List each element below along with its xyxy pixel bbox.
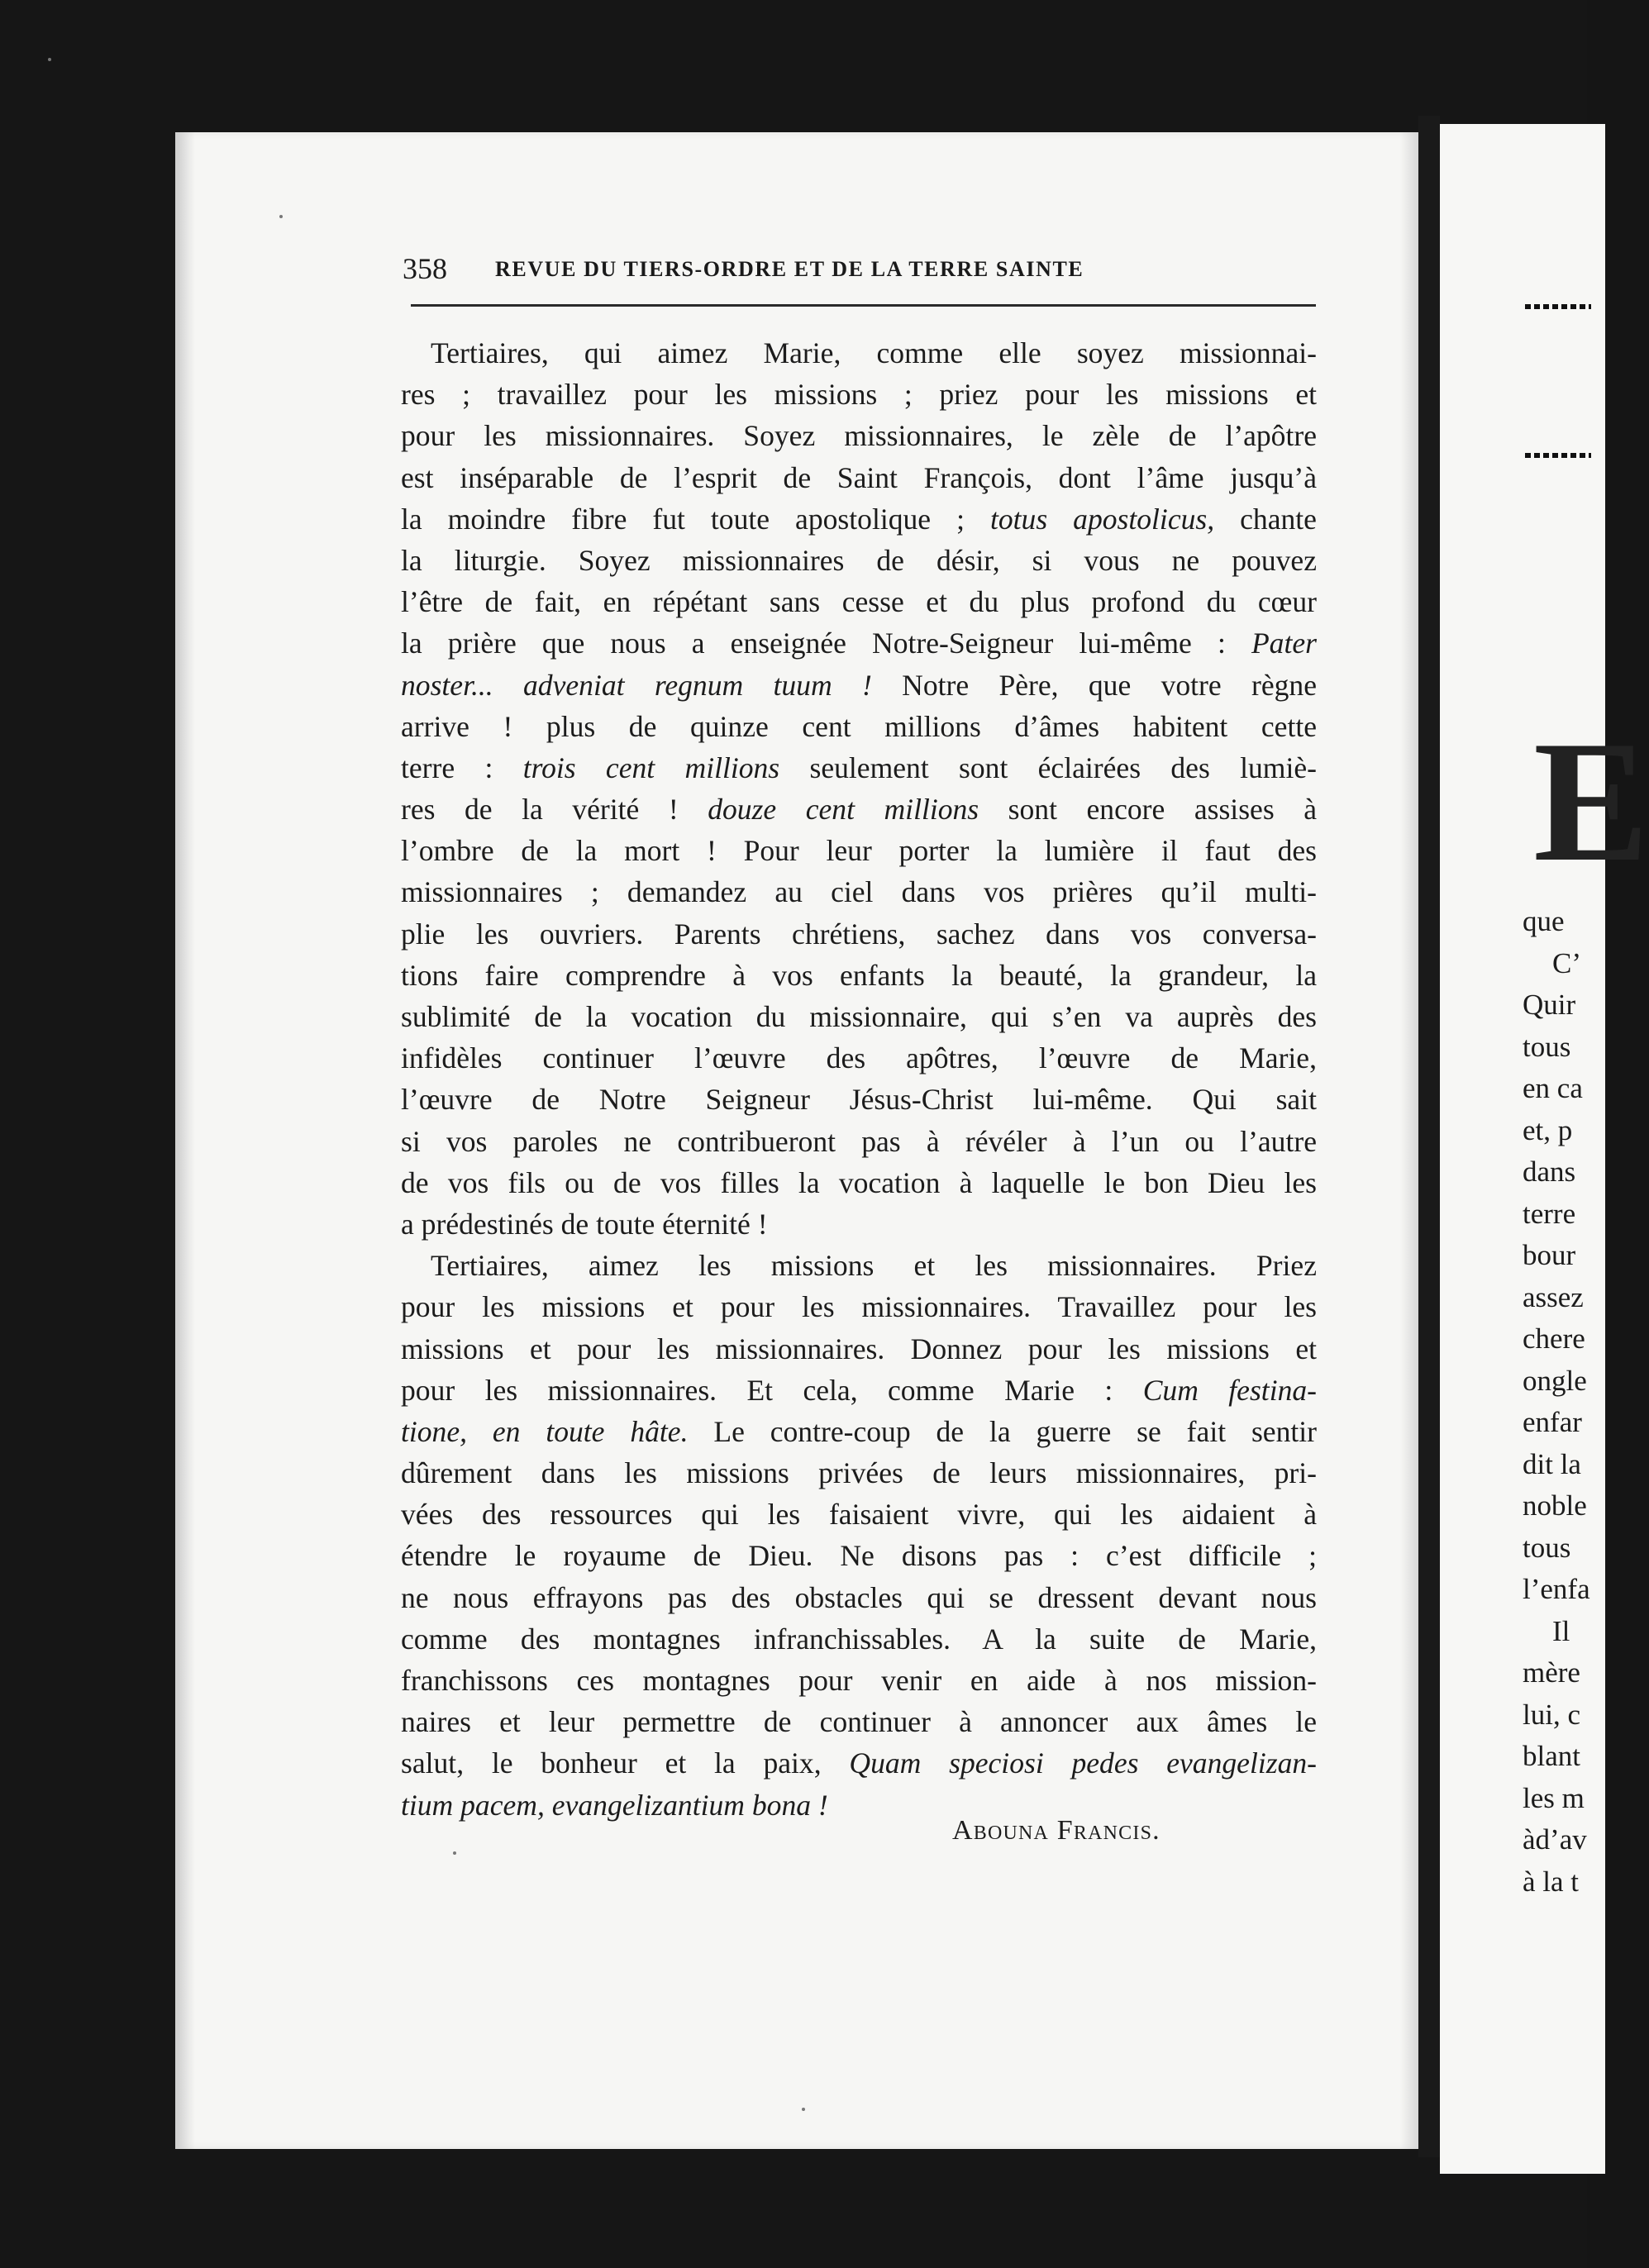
text-run: Le contre-coup de la guerre se fait sentir <box>688 1414 1317 1448</box>
text-run: la prière que nous a enseignée Notre-Seigneur lui-même : <box>401 627 1251 660</box>
text-line: l’être de fait, en répétant sans cesse et du plus profond du cœur <box>401 585 1317 619</box>
running-title: REVUE DU TIERS-ORDRE ET DE LA TERRE SAINTE <box>495 257 1084 281</box>
paragraph-2 <box>401 1245 1317 1826</box>
text-line: la liturgie. Soyez missionnaires de désir, si vous ne pouvez <box>401 543 1317 577</box>
text-line: tium pacem, evangelizantium bona ! <box>401 1788 828 1822</box>
italic-run: noster... adveniat regnum tuum ! <box>401 668 872 702</box>
text-run: seulement sont éclairées des lumiè- <box>779 750 1317 784</box>
italic-run: trois cent millions <box>522 750 780 784</box>
text-run: terre : <box>401 750 523 784</box>
text-run: chante <box>1214 502 1317 536</box>
dust-speck <box>48 58 51 61</box>
text-line: enfar <box>1523 1406 1582 1438</box>
text-line: à la t <box>1523 1865 1580 1898</box>
text-line: missionnaires ; demandez au ciel dans vos prières qu’il multi- <box>401 875 1317 909</box>
text-run: sont encore assises à <box>979 793 1317 827</box>
right-page-text <box>1523 901 1622 1903</box>
text-line: res ; travaillez pour les missions ; priez pour les missions et <box>401 378 1317 412</box>
text-line: missions et pour les missionnaires. Donnez pour les missions et <box>401 1332 1317 1365</box>
text-line: pour les missions et pour les missionnaires. Travaillez pour les <box>401 1290 1317 1324</box>
text-line: sublimité de la vocation du missionnaire, qui s’en va auprès des <box>401 1000 1317 1033</box>
ornament-rule <box>1525 453 1591 460</box>
text-line: dûrement dans les missions privées de leurs missionnaires, pri- <box>401 1456 1317 1490</box>
text-line: noble <box>1523 1489 1587 1522</box>
text-line: si vos paroles ne contribueront pas à révéler à l’un ou l’autre <box>401 1124 1317 1158</box>
page-number: 358 <box>403 252 447 285</box>
paragraph-1 <box>401 332 1317 1245</box>
text-line: pour les missionnaires. Soyez missionnaires, le zèle de l’apôtre <box>401 419 1317 453</box>
text-line: bour <box>1523 1239 1576 1271</box>
dust-speck <box>279 215 283 218</box>
text-line: et, p <box>1523 1113 1573 1146</box>
text-line: l’ombre de la mort ! Pour leur porter la lumière il faut des <box>401 834 1317 868</box>
text-line: mère <box>1523 1656 1580 1689</box>
text-line: a prédestinés de toute éternité ! <box>401 1207 768 1241</box>
italic-run: Pater <box>1251 627 1317 660</box>
text-line: C’ <box>1552 946 1581 979</box>
italic-run: totus apostolicus, <box>989 502 1215 536</box>
text-line <box>401 1370 1317 1411</box>
text-line: ne nous effrayons pas des obstacles qui se dressent devant nous <box>401 1580 1317 1614</box>
header-rule <box>411 304 1316 307</box>
text-line: vées des ressources qui les faisaient vivre, qui les aidaient à <box>401 1498 1317 1532</box>
text-line: naires et leur permettre de continuer à annoncer aux âmes le <box>401 1705 1317 1739</box>
text-line: plie les ouvriers. Parents chrétiens, sachez dans vos conversa- <box>401 917 1317 951</box>
text-line: blant <box>1523 1740 1580 1772</box>
running-head <box>403 252 1328 285</box>
text-line: terre <box>1523 1197 1576 1230</box>
text-line: en ca <box>1523 1072 1583 1104</box>
text-line: tous <box>1523 1030 1571 1063</box>
text-line: l’œuvre de Notre Seigneur Jésus-Christ lui-même. Qui sait <box>401 1083 1317 1117</box>
text-line <box>401 747 1317 789</box>
text-line: que <box>1523 905 1565 937</box>
text-line: lui, c <box>1523 1698 1580 1731</box>
italic-run: Cum festina- <box>1142 1373 1317 1407</box>
ornament-rule <box>1525 304 1591 311</box>
text-line: l’enfa <box>1523 1573 1590 1605</box>
text-line: assez <box>1523 1280 1584 1313</box>
text-line: ongle <box>1523 1364 1587 1397</box>
text-line: chere <box>1523 1322 1585 1355</box>
text-line: dit la <box>1523 1447 1581 1480</box>
text-line: infidèles continuer l’œuvre des apôtres, l’œuvre de Marie, <box>401 1041 1317 1075</box>
text-line: tions faire comprendre à vos enfants la beauté, la grandeur, la <box>401 958 1317 992</box>
text-run: la moindre fibre fut toute apostolique ; <box>401 502 990 536</box>
text-line: les m <box>1523 1781 1585 1814</box>
italic-run: douze cent millions <box>708 793 979 827</box>
italic-run: Quam speciosi pedes evangelizan- <box>849 1746 1318 1780</box>
italic-run: tione, en toute hâte. <box>401 1414 689 1448</box>
text-line: de vos fils ou de vos filles la vocation à laquelle le bon Dieu les <box>401 1165 1317 1199</box>
dust-speck <box>802 2108 805 2111</box>
text-line: franchissons ces montagnes pour venir en aide à nos mission- <box>401 1664 1317 1697</box>
text-line <box>401 789 1317 830</box>
article-body <box>401 332 1317 1826</box>
dust-speck <box>453 1851 456 1855</box>
text-run: Notre Père, que votre règne <box>871 668 1317 702</box>
text-line <box>401 1742 1317 1784</box>
text-line: àd’av <box>1523 1823 1587 1856</box>
text-run: pour les missionnaires. Et cela, comme Marie : <box>401 1373 1143 1407</box>
text-line: comme des montagnes infranchissables. A la suite de Marie, <box>401 1622 1317 1656</box>
text-line: est inséparable de l’esprit de Saint François, dont l’âme jusqu’à <box>401 460 1317 494</box>
text-line: Il <box>1552 1614 1570 1647</box>
text-run: res de la vérité ! <box>401 793 708 827</box>
drop-cap: E <box>1533 706 1649 898</box>
text-run: salut, le bonheur et la paix, <box>401 1746 850 1780</box>
text-line: arrive ! plus de quinze cent millions d’âmes habitent cette <box>401 709 1317 743</box>
text-line <box>401 622 1317 664</box>
text-line: dans <box>1523 1155 1576 1188</box>
text-line: Tertiaires, qui aimez Marie, comme elle soyez missionnai- <box>431 336 1317 369</box>
book-gutter <box>1418 116 1440 2157</box>
text-line: Quir <box>1523 989 1576 1021</box>
text-line: étendre le royaume de Dieu. Ne disons pas : c’est difficile ; <box>401 1539 1317 1573</box>
text-line: tous <box>1523 1531 1571 1564</box>
text-line <box>401 665 1317 706</box>
text-line <box>401 1411 1317 1452</box>
author-signature: Abouna Francis. <box>952 1815 1160 1846</box>
text-line <box>401 498 1317 540</box>
text-line: Tertiaires, aimez les missions et les missionnaires. Priez <box>431 1249 1317 1283</box>
